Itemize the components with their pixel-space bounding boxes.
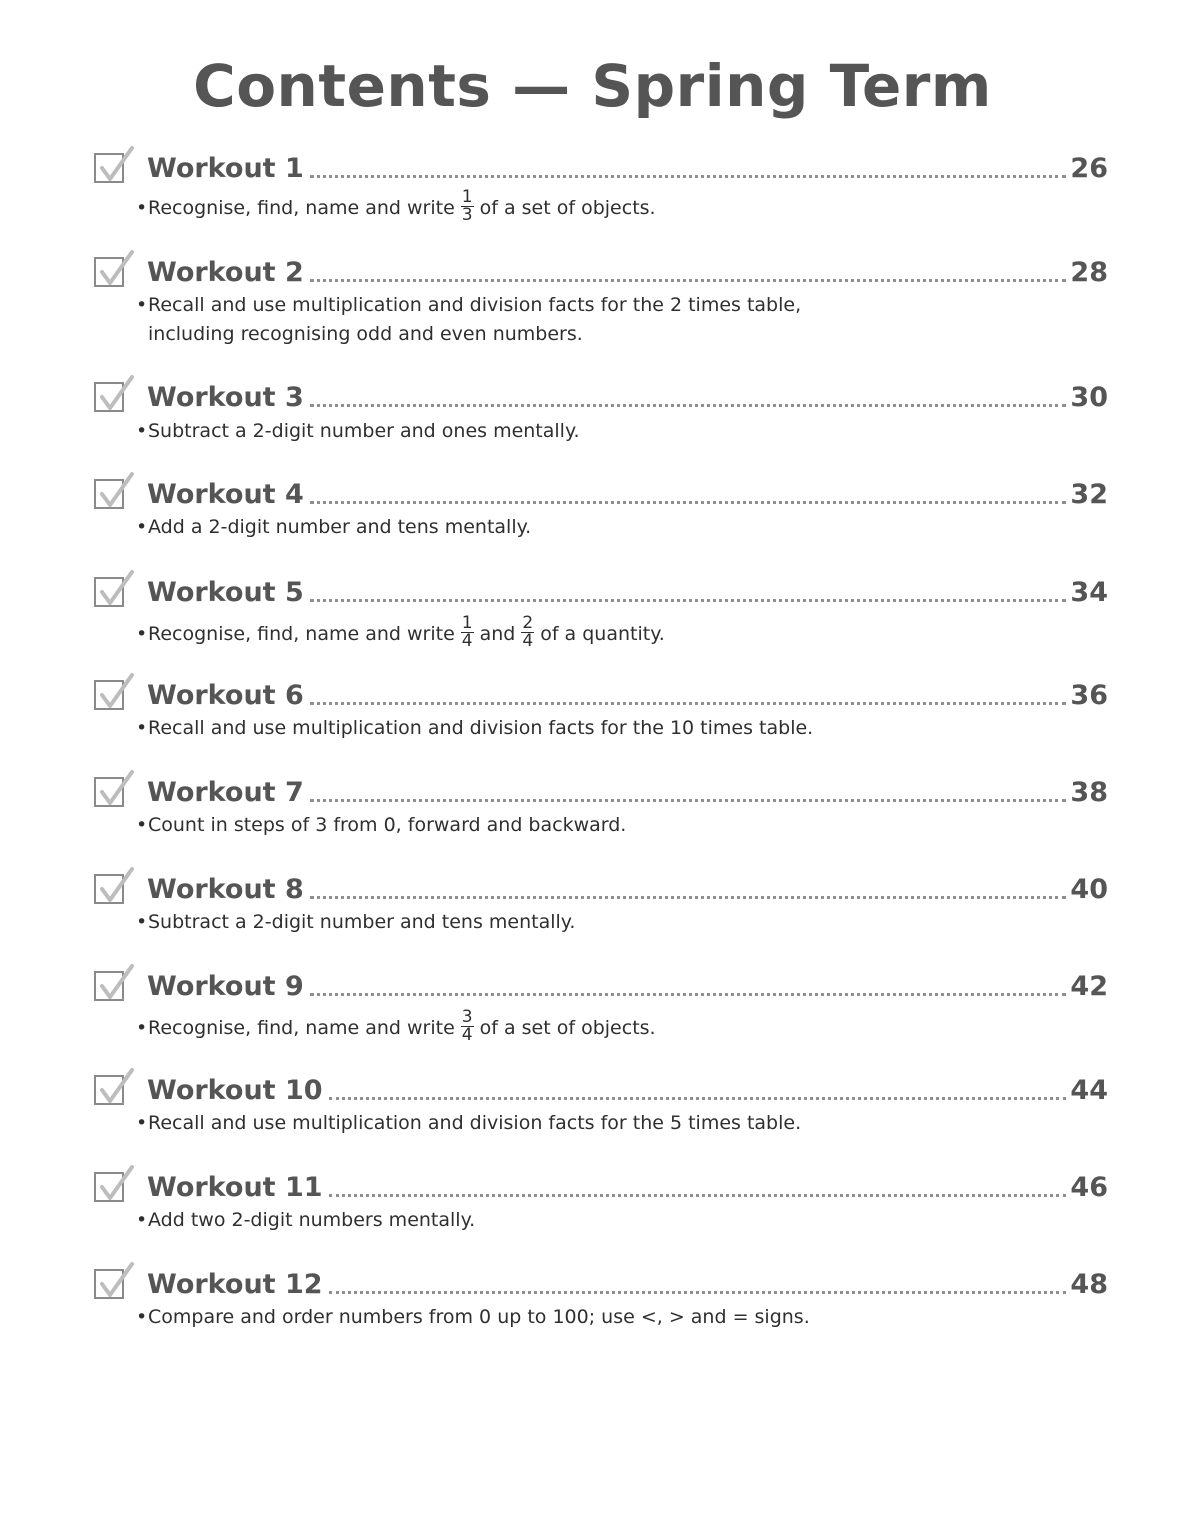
dot-leader [310, 279, 1067, 282]
checked-checkbox-icon[interactable] [94, 971, 124, 1001]
dot-leader [310, 896, 1067, 899]
entry-description: •Count in steps of 3 from 0, forward and backward. [136, 811, 626, 840]
dot-leader [329, 1291, 1067, 1294]
entry-label[interactable]: Workout 6 [147, 680, 304, 711]
entry-description: •Compare and order numbers from 0 up to 100; use <, > and = signs. [136, 1303, 810, 1332]
bullet-icon: • [136, 814, 148, 836]
fraction: $\frac{2}{4}$ [522, 613, 534, 651]
page-number: 38 [1070, 777, 1108, 808]
dot-leader [310, 175, 1067, 178]
dot-leader [310, 599, 1067, 602]
bullet-icon: • [136, 197, 148, 219]
page-number: 42 [1070, 971, 1108, 1002]
bullet-icon: • [136, 911, 148, 933]
entry-label[interactable]: Workout 1 [147, 153, 304, 184]
fraction: $\frac{1}{4}$ [461, 613, 473, 651]
dot-leader [329, 1194, 1067, 1197]
page-number: 40 [1070, 874, 1108, 905]
checked-checkbox-icon[interactable] [94, 874, 124, 904]
bullet-icon: • [136, 294, 148, 316]
entry-description: •Recognise, find, name and write $\frac{3}{4}$ of a set of objects. [136, 1007, 656, 1045]
checked-checkbox-icon[interactable] [94, 1075, 124, 1105]
bullet-icon: • [136, 1209, 148, 1231]
dot-leader [310, 799, 1067, 802]
entry-description: •Recognise, find, name and write $\frac{1}{3}$ of a set of objects. [136, 187, 656, 225]
entry-label[interactable]: Workout 10 [147, 1075, 323, 1106]
page-number: 30 [1070, 382, 1108, 413]
bullet-icon: • [136, 516, 148, 538]
entry-description: •Add two 2-digit numbers mentally. [136, 1206, 475, 1235]
dot-leader [310, 404, 1067, 407]
page-title: Contents — Spring Term [193, 52, 992, 120]
checked-checkbox-icon[interactable] [94, 1172, 124, 1202]
bullet-icon: • [136, 420, 148, 442]
entry-label[interactable]: Workout 2 [147, 257, 304, 288]
entry-description: •Recall and use multiplication and division facts for the 2 times table, including recognising odd and even numbers. [136, 291, 801, 349]
fraction: $\frac{1}{3}$ [461, 187, 473, 225]
checked-checkbox-icon[interactable] [94, 577, 124, 607]
entry-description: •Recognise, find, name and write $\frac{1}{4}$ and $\frac{2}{4}$ of a quantity. [136, 613, 665, 651]
page-number: 46 [1070, 1172, 1108, 1203]
checked-checkbox-icon[interactable] [94, 257, 124, 287]
checked-checkbox-icon[interactable] [94, 479, 124, 509]
dot-leader [310, 702, 1067, 705]
bullet-icon: • [136, 623, 148, 645]
dot-leader [329, 1097, 1067, 1100]
page-number: 28 [1070, 257, 1108, 288]
checked-checkbox-icon[interactable] [94, 777, 124, 807]
checked-checkbox-icon[interactable] [94, 1269, 124, 1299]
page-number: 36 [1070, 680, 1108, 711]
entry-description: •Subtract a 2-digit number and ones mentally. [136, 417, 580, 446]
entry-label[interactable]: Workout 3 [147, 382, 304, 413]
entry-label[interactable]: Workout 11 [147, 1172, 323, 1203]
entry-label[interactable]: Workout 4 [147, 479, 304, 510]
bullet-icon: • [136, 1306, 148, 1328]
checked-checkbox-icon[interactable] [94, 680, 124, 710]
bullet-icon: • [136, 717, 148, 739]
entry-label[interactable]: Workout 5 [147, 577, 304, 608]
checked-checkbox-icon[interactable] [94, 382, 124, 412]
bullet-icon: • [136, 1017, 148, 1039]
entry-label[interactable]: Workout 12 [147, 1269, 323, 1300]
entry-description: •Subtract a 2-digit number and tens mentally. [136, 908, 575, 937]
dot-leader [310, 501, 1067, 504]
page-number: 44 [1070, 1075, 1108, 1106]
page-number: 26 [1070, 153, 1108, 184]
entry-description: •Recall and use multiplication and division facts for the 5 times table. [136, 1109, 801, 1138]
bullet-icon: • [136, 1112, 148, 1134]
page-number: 34 [1070, 577, 1108, 608]
entry-label[interactable]: Workout 7 [147, 777, 304, 808]
page-number: 48 [1070, 1269, 1108, 1300]
page-number: 32 [1070, 479, 1108, 510]
checked-checkbox-icon[interactable] [94, 153, 124, 183]
dot-leader [310, 993, 1067, 996]
entry-description: •Recall and use multiplication and division facts for the 10 times table. [136, 714, 813, 743]
fraction: $\frac{3}{4}$ [461, 1007, 473, 1045]
entry-label[interactable]: Workout 8 [147, 874, 304, 905]
entry-label[interactable]: Workout 9 [147, 971, 304, 1002]
entry-description: •Add a 2-digit number and tens mentally. [136, 513, 531, 542]
